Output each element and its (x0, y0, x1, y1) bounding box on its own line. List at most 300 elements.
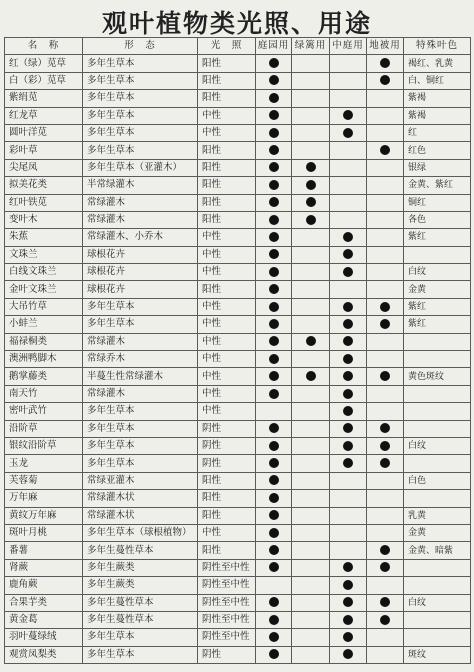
special-leaf-color: 紫红 (404, 298, 471, 315)
plant-light: 阳性 (198, 490, 256, 507)
usage-atrium (330, 55, 367, 72)
plant-light: 中性 (198, 403, 256, 420)
filled-dot-icon (343, 302, 353, 312)
plant-name: 银纹沿阶草 (5, 437, 83, 454)
usage-atrium (330, 107, 367, 124)
special-leaf-color (404, 385, 471, 402)
filled-dot-icon (269, 284, 279, 294)
table-row (5, 246, 471, 263)
filled-dot-icon (343, 562, 353, 572)
usage-ground (367, 124, 404, 141)
plant-form: 常绿乔木 (83, 351, 198, 368)
usage-garden (256, 403, 292, 420)
filled-dot-icon (343, 441, 353, 451)
filled-dot-icon (269, 58, 279, 68)
plant-form: 球根花卉 (83, 246, 198, 263)
plant-name: 黄金葛 (5, 611, 83, 628)
special-leaf-color (404, 246, 471, 263)
table-row (5, 542, 471, 559)
plant-light: 中性 (198, 124, 256, 141)
plant-form: 多年生草本 (83, 90, 198, 107)
filled-dot-icon (269, 302, 279, 312)
filled-dot-icon (269, 649, 279, 659)
special-leaf-color: 乳黄 (404, 507, 471, 524)
usage-atrium (330, 385, 367, 402)
usage-garden (256, 281, 292, 298)
usage-ground (367, 281, 404, 298)
plant-name: 文珠兰 (5, 246, 83, 263)
filled-dot-icon (269, 336, 279, 346)
plant-form: 多年生草本 (83, 403, 198, 420)
header-garden: 庭园用 (256, 38, 292, 55)
usage-hedge (292, 559, 330, 576)
plant-name: 羽叶蔓绿绒 (5, 629, 83, 646)
special-leaf-color: 银绿 (404, 159, 471, 176)
usage-garden (256, 246, 292, 263)
plant-light: 阴性 (198, 455, 256, 472)
plant-name: 黄纹万年麻 (5, 507, 83, 524)
table-row (5, 142, 471, 159)
usage-atrium (330, 437, 367, 454)
usage-atrium (330, 611, 367, 628)
filled-dot-icon (380, 545, 390, 555)
usage-atrium (330, 542, 367, 559)
usage-hedge (292, 107, 330, 124)
usage-garden (256, 90, 292, 107)
plant-name: 鹅掌藤类 (5, 368, 83, 385)
plant-light: 阳性 (198, 72, 256, 89)
plant-light: 阴性至中性 (198, 629, 256, 646)
table-row (5, 490, 471, 507)
usage-atrium (330, 594, 367, 611)
plant-light: 阴性至中性 (198, 577, 256, 594)
filled-dot-icon (269, 75, 279, 85)
plant-name: 红叶铁苋 (5, 194, 83, 211)
usage-garden (256, 351, 292, 368)
filled-dot-icon (380, 458, 390, 468)
plant-form: 常绿灌木状 (83, 507, 198, 524)
plant-light: 阴性至中性 (198, 611, 256, 628)
usage-atrium (330, 524, 367, 541)
plant-light: 阴性至中性 (198, 559, 256, 576)
filled-dot-icon (380, 145, 390, 155)
table-row (5, 298, 471, 315)
filled-dot-icon (269, 215, 279, 225)
special-leaf-color: 白纹 (404, 594, 471, 611)
usage-hedge (292, 298, 330, 315)
table-row (5, 177, 471, 194)
filled-dot-icon (269, 441, 279, 451)
plant-form: 常绿灌木状 (83, 490, 198, 507)
plant-name: 番薯 (5, 542, 83, 559)
usage-hedge (292, 211, 330, 228)
filled-dot-icon (380, 441, 390, 451)
plant-light: 中性 (198, 229, 256, 246)
special-leaf-color: 白色 (404, 472, 471, 489)
usage-hedge (292, 72, 330, 89)
usage-hedge (292, 351, 330, 368)
usage-hedge (292, 385, 330, 402)
usage-atrium (330, 298, 367, 315)
plant-light: 阳性 (198, 507, 256, 524)
plant-form: 常绿灌木 (83, 385, 198, 402)
usage-ground (367, 455, 404, 472)
header-ground: 地被用 (367, 38, 404, 55)
plant-form: 常绿灌木 (83, 333, 198, 350)
filled-dot-icon (269, 128, 279, 138)
plant-name: 白（彩）苋草 (5, 72, 83, 89)
plant-light: 阳性 (198, 211, 256, 228)
usage-ground (367, 472, 404, 489)
plant-light: 阳性 (198, 55, 256, 72)
usage-ground (367, 142, 404, 159)
usage-atrium (330, 177, 367, 194)
usage-ground (367, 159, 404, 176)
usage-hedge (292, 490, 330, 507)
filled-dot-icon (269, 458, 279, 468)
table-row (5, 194, 471, 211)
filled-dot-icon (306, 215, 316, 225)
filled-dot-icon (343, 580, 353, 590)
plant-form: 球根花卉 (83, 281, 198, 298)
filled-dot-icon (269, 423, 279, 433)
filled-dot-icon (269, 354, 279, 364)
usage-hedge (292, 55, 330, 72)
filled-dot-icon (343, 232, 353, 242)
usage-garden (256, 177, 292, 194)
usage-atrium (330, 211, 367, 228)
usage-atrium (330, 490, 367, 507)
plant-light: 中性 (198, 385, 256, 402)
filled-dot-icon (269, 510, 279, 520)
plant-name: 圆叶洋苋 (5, 124, 83, 141)
special-leaf-color (404, 559, 471, 576)
filled-dot-icon (269, 528, 279, 538)
plant-form: 常绿灌木 (83, 211, 198, 228)
plant-light: 中性 (198, 246, 256, 263)
usage-ground (367, 524, 404, 541)
plant-form: 多年生蔓性草本 (83, 542, 198, 559)
plant-form: 多年生草本 (83, 72, 198, 89)
plant-form: 多年生草本 (83, 420, 198, 437)
usage-ground (367, 107, 404, 124)
special-leaf-color: 白纹 (404, 437, 471, 454)
header-name: 名 称 (5, 38, 83, 55)
plant-form: 多年生草本 (83, 124, 198, 141)
plant-light: 阳性 (198, 194, 256, 211)
plant-form: 多年生草本 (83, 107, 198, 124)
usage-garden (256, 420, 292, 437)
table-row (5, 629, 471, 646)
plant-table (4, 37, 471, 664)
usage-garden (256, 611, 292, 628)
usage-ground (367, 229, 404, 246)
filled-dot-icon (306, 336, 316, 346)
plant-form: 常绿灌木 (83, 194, 198, 211)
table-row (5, 594, 471, 611)
special-leaf-color: 白、铜红 (404, 72, 471, 89)
usage-atrium (330, 124, 367, 141)
usage-ground (367, 542, 404, 559)
usage-garden (256, 229, 292, 246)
plant-form: 半蔓生性常绿灌木 (83, 368, 198, 385)
filled-dot-icon (306, 162, 316, 172)
usage-garden (256, 490, 292, 507)
filled-dot-icon (269, 249, 279, 259)
plant-light: 中性 (198, 264, 256, 281)
usage-hedge (292, 142, 330, 159)
filled-dot-icon (269, 632, 279, 642)
usage-ground (367, 559, 404, 576)
table-row (5, 107, 471, 124)
usage-hedge (292, 524, 330, 541)
special-leaf-color: 各色 (404, 211, 471, 228)
plant-name: 红龙草 (5, 107, 83, 124)
plant-form: 多年生草本（球根植物） (83, 524, 198, 541)
usage-garden (256, 507, 292, 524)
usage-garden (256, 368, 292, 385)
special-leaf-color: 斑纹 (404, 646, 471, 663)
plant-form: 多年生草本 (83, 455, 198, 472)
filled-dot-icon (269, 232, 279, 242)
usage-hedge (292, 90, 330, 107)
usage-ground (367, 490, 404, 507)
table-row (5, 507, 471, 524)
filled-dot-icon (380, 562, 390, 572)
plant-name: 白线文珠兰 (5, 264, 83, 281)
special-leaf-color: 金黄 (404, 281, 471, 298)
table-row (5, 403, 471, 420)
usage-ground (367, 333, 404, 350)
special-leaf-color (404, 577, 471, 594)
filled-dot-icon (343, 128, 353, 138)
filled-dot-icon (269, 493, 279, 503)
plant-form: 多年生蕨类 (83, 559, 198, 576)
filled-dot-icon (269, 475, 279, 485)
filled-dot-icon (343, 354, 353, 364)
usage-ground (367, 316, 404, 333)
usage-hedge (292, 159, 330, 176)
special-leaf-color (404, 420, 471, 437)
usage-garden (256, 142, 292, 159)
usage-garden (256, 298, 292, 315)
filled-dot-icon (380, 371, 390, 381)
filled-dot-icon (343, 597, 353, 607)
plant-name: 变叶木 (5, 211, 83, 228)
plant-name: 尖尾凤 (5, 159, 83, 176)
table-row (5, 211, 471, 228)
filled-dot-icon (269, 180, 279, 190)
table-row (5, 229, 471, 246)
plant-light: 阳性 (198, 177, 256, 194)
usage-atrium (330, 194, 367, 211)
usage-ground (367, 177, 404, 194)
filled-dot-icon (343, 423, 353, 433)
usage-garden (256, 72, 292, 89)
usage-ground (367, 298, 404, 315)
table-row (5, 646, 471, 663)
filled-dot-icon (269, 319, 279, 329)
plant-name: 观赏凤梨类 (5, 646, 83, 663)
usage-ground (367, 264, 404, 281)
usage-hedge (292, 194, 330, 211)
usage-hedge (292, 246, 330, 263)
plant-light: 中性 (198, 368, 256, 385)
plant-name: 玉龙 (5, 455, 83, 472)
plant-name: 朱蕉 (5, 229, 83, 246)
filled-dot-icon (269, 145, 279, 155)
filled-dot-icon (343, 336, 353, 346)
plant-name: 芙蓉菊 (5, 472, 83, 489)
plant-name: 密叶武竹 (5, 403, 83, 420)
plant-form: 半常绿灌木 (83, 177, 198, 194)
plant-form: 球根花卉 (83, 264, 198, 281)
special-leaf-color (404, 629, 471, 646)
usage-ground (367, 246, 404, 263)
filled-dot-icon (269, 371, 279, 381)
special-leaf-color: 金黄、暗紫 (404, 542, 471, 559)
usage-ground (367, 420, 404, 437)
plant-light: 阳性 (198, 90, 256, 107)
usage-hedge (292, 629, 330, 646)
usage-atrium (330, 229, 367, 246)
table-row (5, 420, 471, 437)
usage-garden (256, 107, 292, 124)
usage-garden (256, 124, 292, 141)
plant-light: 中性 (198, 351, 256, 368)
table-row (5, 577, 471, 594)
filled-dot-icon (269, 545, 279, 555)
special-leaf-color (404, 490, 471, 507)
plant-light: 阳性 (198, 159, 256, 176)
usage-ground (367, 646, 404, 663)
usage-hedge (292, 403, 330, 420)
usage-garden (256, 646, 292, 663)
plant-form: 多年生草本 (83, 437, 198, 454)
filled-dot-icon (343, 615, 353, 625)
table-row (5, 351, 471, 368)
usage-atrium (330, 420, 367, 437)
plant-name: 南天竹 (5, 385, 83, 402)
usage-garden (256, 333, 292, 350)
plant-name: 万年麻 (5, 490, 83, 507)
filled-dot-icon (343, 249, 353, 259)
special-leaf-color: 紫褐 (404, 107, 471, 124)
plant-name: 肾蕨 (5, 559, 83, 576)
usage-atrium (330, 559, 367, 576)
plant-light: 阴性至中性 (198, 594, 256, 611)
usage-hedge (292, 281, 330, 298)
plant-light: 阳性 (198, 542, 256, 559)
table-row (5, 385, 471, 402)
usage-atrium (330, 646, 367, 663)
filled-dot-icon (269, 615, 279, 625)
usage-atrium (330, 455, 367, 472)
filled-dot-icon (343, 371, 353, 381)
special-leaf-color: 紫红 (404, 229, 471, 246)
plant-light: 阳性 (198, 142, 256, 159)
plant-name: 小蚌兰 (5, 316, 83, 333)
usage-hedge (292, 229, 330, 246)
plant-form: 多年生草本 (83, 316, 198, 333)
plant-name: 沿阶草 (5, 420, 83, 437)
usage-atrium (330, 264, 367, 281)
usage-atrium (330, 403, 367, 420)
page-title: 观叶植物类光照、用途 (101, 9, 372, 38)
plant-light: 阴性 (198, 420, 256, 437)
usage-garden (256, 437, 292, 454)
plant-name: 合果芋类 (5, 594, 83, 611)
plant-light: 中性 (198, 524, 256, 541)
filled-dot-icon (380, 597, 390, 607)
table-row (5, 316, 471, 333)
usage-ground (367, 55, 404, 72)
plant-name: 福禄桐类 (5, 333, 83, 350)
usage-ground (367, 211, 404, 228)
plant-light: 中性 (198, 298, 256, 315)
usage-ground (367, 629, 404, 646)
plant-form: 多年生草本（亚灌木） (83, 159, 198, 176)
usage-atrium (330, 316, 367, 333)
special-leaf-color: 铜红 (404, 194, 471, 211)
usage-garden (256, 316, 292, 333)
usage-ground (367, 385, 404, 402)
table-row (5, 455, 471, 472)
usage-atrium (330, 507, 367, 524)
usage-hedge (292, 264, 330, 281)
filled-dot-icon (306, 371, 316, 381)
usage-hedge (292, 316, 330, 333)
special-leaf-color: 红 (404, 124, 471, 141)
filled-dot-icon (343, 267, 353, 277)
special-leaf-color: 红色 (404, 142, 471, 159)
usage-hedge (292, 437, 330, 454)
usage-hedge (292, 542, 330, 559)
header-form: 形 态 (83, 38, 198, 55)
usage-atrium (330, 159, 367, 176)
usage-ground (367, 507, 404, 524)
usage-ground (367, 403, 404, 420)
usage-garden (256, 385, 292, 402)
special-leaf-color (404, 333, 471, 350)
usage-garden (256, 211, 292, 228)
table-row (5, 124, 471, 141)
filled-dot-icon (306, 197, 316, 207)
usage-garden (256, 559, 292, 576)
plant-name: 斑叶月桃 (5, 524, 83, 541)
usage-hedge (292, 594, 330, 611)
filled-dot-icon (380, 319, 390, 329)
usage-hedge (292, 124, 330, 141)
usage-hedge (292, 611, 330, 628)
plant-form: 多年生蔓性草本 (83, 594, 198, 611)
plant-light: 中性 (198, 333, 256, 350)
table-row (5, 159, 471, 176)
table-row (5, 55, 471, 72)
special-leaf-color: 金黄、紫红 (404, 177, 471, 194)
header-hedge: 绿篱用 (292, 38, 330, 55)
usage-ground (367, 351, 404, 368)
filled-dot-icon (343, 319, 353, 329)
filled-dot-icon (380, 423, 390, 433)
filled-dot-icon (343, 649, 353, 659)
usage-garden (256, 55, 292, 72)
plant-form: 多年生蕨类 (83, 577, 198, 594)
usage-atrium (330, 368, 367, 385)
usage-garden (256, 472, 292, 489)
special-leaf-color (404, 455, 471, 472)
filled-dot-icon (380, 302, 390, 312)
